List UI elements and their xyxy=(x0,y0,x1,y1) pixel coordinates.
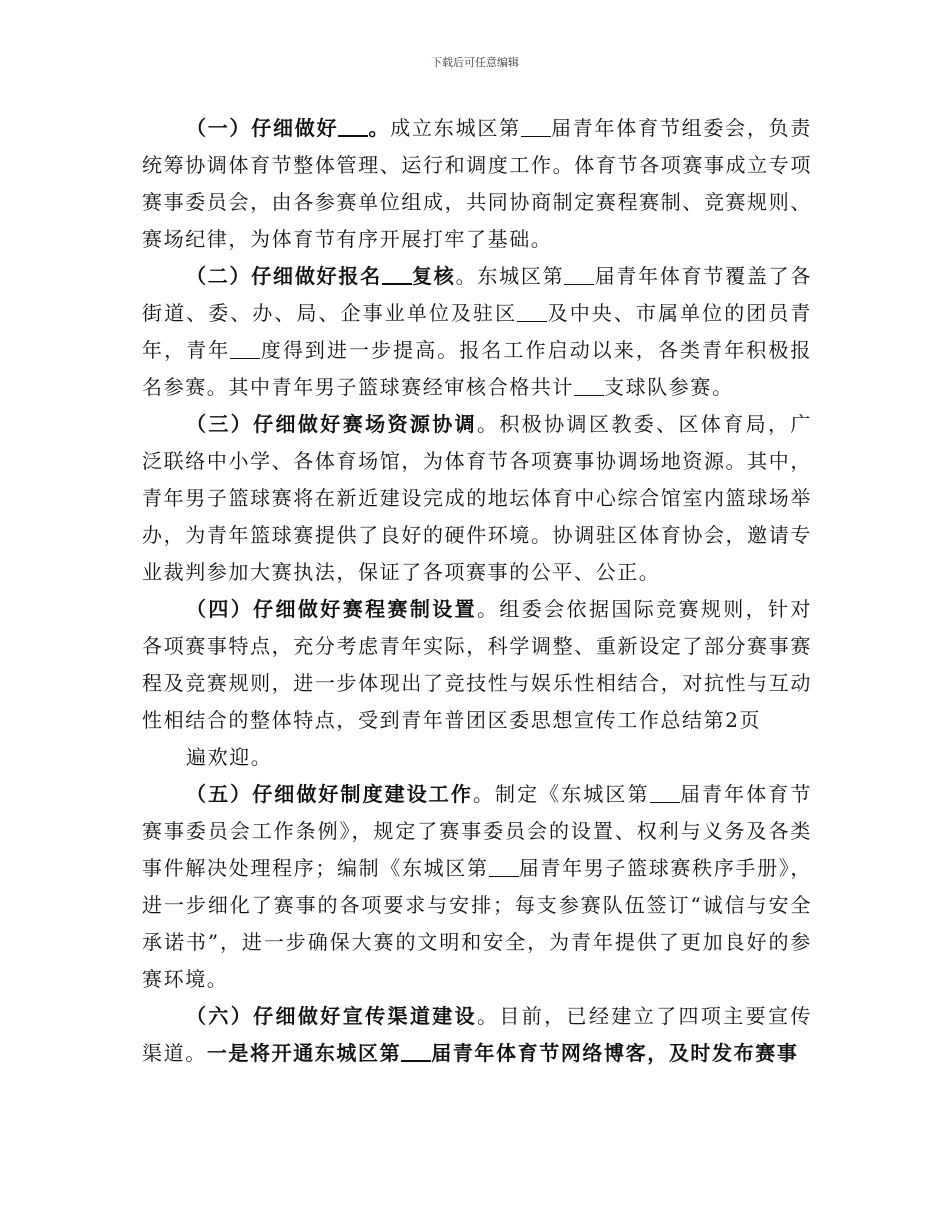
fill-blank xyxy=(489,858,519,877)
bold-text: （三）仔细做好赛场资源协调 xyxy=(186,412,478,436)
body-text: 遍欢迎。 xyxy=(186,745,273,769)
body-text: 成立东城区第 xyxy=(390,116,521,140)
paragraph xyxy=(142,110,812,258)
fill-blank xyxy=(650,784,680,803)
bold-text: 。 xyxy=(368,116,391,140)
fill-blank xyxy=(517,303,547,322)
paragraph xyxy=(142,739,812,776)
body-text: 。目前，已经建立了四项主要宣传渠道。 xyxy=(142,1004,813,1065)
body-text: 及中央、市属单位的团员青年，青年 xyxy=(142,301,812,362)
bold-text: （四）仔细做好赛程赛制设置 xyxy=(186,597,478,621)
body-text: 届青年体育节组委会，负责统筹协调体育节整体管理、运行和调度工作。体育节各项赛事成立专项赛事委员会，由各参赛单位组成，共同协商制定赛程赛制、竞赛规则、赛场纪律，为体育节有序开展打牢了基础。 xyxy=(142,116,813,251)
fill-blank xyxy=(521,118,551,137)
paragraph xyxy=(142,591,812,739)
body-text: 届青年男子篮球赛秩序手册》，进一步细化了赛事的各项要求与安排；每支参赛队伍签订“诚信与安全承诺书”，进一步确保大赛的文明和安全，为青年提供了更加良好的参赛环境。 xyxy=(142,856,812,991)
fill-blank xyxy=(382,265,412,285)
bold-text: 一是将开通东城区第 xyxy=(206,1041,402,1065)
document-body xyxy=(142,110,812,1072)
fill-blank xyxy=(230,340,260,359)
bold-text: 届青年体育节网络博客，及时发布赛事 xyxy=(431,1041,799,1065)
bold-text: （六）仔细做好宣传渠道建设 xyxy=(186,1004,478,1028)
bold-text: 复核 xyxy=(411,264,456,288)
paragraph xyxy=(142,998,812,1072)
fill-blank xyxy=(564,266,594,285)
body-text: 。东城区第 xyxy=(455,264,565,288)
bold-text: （一）仔细做好 xyxy=(186,116,339,140)
page-header: 下载后可任意编辑 xyxy=(431,56,519,69)
body-text: 度得到进一步提高。报名工作启动以来，各类青年积极报名参赛。其中青年男子篮球赛经审核合格共计 xyxy=(142,338,812,399)
body-text: 届青年体育节覆盖了各街道、委、办、局、企事业单位及驻区 xyxy=(142,264,813,325)
bold-text: （二）仔细做好报名 xyxy=(186,264,382,288)
body-text: 。组委会依据国际竞赛规则，针对各项赛事特点，充分考虑青年实际，科学调整、重新设定了部分赛事赛程及竞赛规则，进一步体现出了竞技性与娱乐性相结合，对抗性与互动性相结合的整体特点，受到青年普团区委思想宣传工作总结第2页 xyxy=(142,597,813,732)
fill-blank xyxy=(401,1042,431,1062)
paragraph xyxy=(142,406,812,591)
paragraph xyxy=(142,258,812,406)
paragraph xyxy=(142,776,812,998)
body-text: 支球队参赛。 xyxy=(604,375,734,399)
fill-blank xyxy=(338,117,368,137)
body-text: 。积极协调区教委、区体育局，广泛联络中小学、各体育场馆，为体育节各项赛事协调场地资源。其中，青年男子篮球赛将在新近建设完成的地坛体育中心综合馆室内篮球场举办，为青年篮球赛提供了良好的硬件环境。协调驻区体育协会，邀请专业裁判参加大赛执法，保证了各项赛事的公平、公正。 xyxy=(142,412,813,584)
fill-blank xyxy=(574,377,604,396)
body-text: 。制定《东城区第 xyxy=(472,782,650,806)
bold-text: （五）仔细做好制度建设工作 xyxy=(186,782,473,806)
body-text: 届青年体育节赛事委员会工作条例》，规定了赛事委员会的设置、权利与义务及各类事件解决处理程序；编制《东城区第 xyxy=(142,782,812,880)
